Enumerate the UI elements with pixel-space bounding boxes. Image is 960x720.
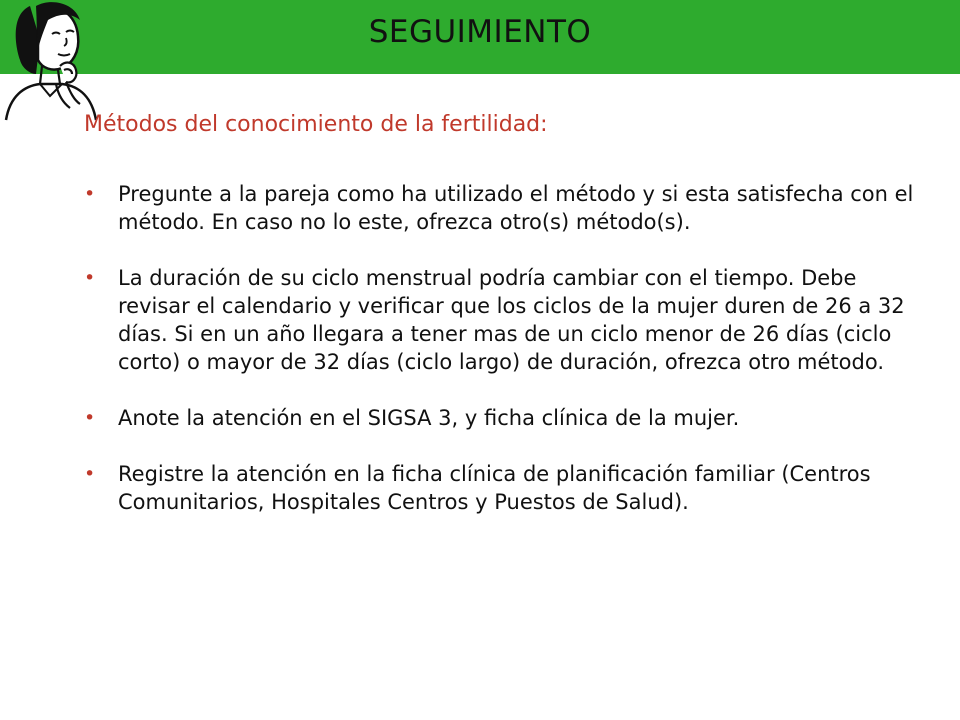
list-item (84, 460, 924, 516)
bullet-text: La duración de su ciclo menstrual podría cambiar con el tiempo. Debe revisar el calendario y verificar que los ciclos de la mujer duren de 26 a 32 días. Si en un año llegara a tener mas de un ciclo menor de 26 días (ciclo corto) o mayor de 32 días (ciclo largo) de duración, ofrezca otro método. (118, 266, 905, 374)
slide-title: SEGUIMIENTO (368, 14, 592, 50)
list-item (84, 404, 924, 432)
bullet-text: Pregunte a la pareja como ha utilizado el método y si esta satisfecha con el método. En caso no lo este, ofrezca otro(s) método(s). (118, 182, 914, 234)
list-item (84, 180, 924, 236)
section-heading: Métodos del conocimiento de la fertilidad: (84, 112, 548, 137)
bullet-list (84, 180, 924, 544)
bullet-icon: • (84, 407, 96, 429)
bullet-text: Registre la atención en la ficha clínica de planificación familiar (Centros Comunitarios, Hospitales Centros y Puestos de Salud). (118, 462, 871, 514)
bullet-icon: • (84, 463, 96, 485)
bullet-text: Anote la atención en el SIGSA 3, y ficha clínica de la mujer. (118, 406, 740, 430)
list-item (84, 264, 924, 376)
bullet-icon: • (84, 267, 96, 289)
bullet-icon: • (84, 183, 96, 205)
